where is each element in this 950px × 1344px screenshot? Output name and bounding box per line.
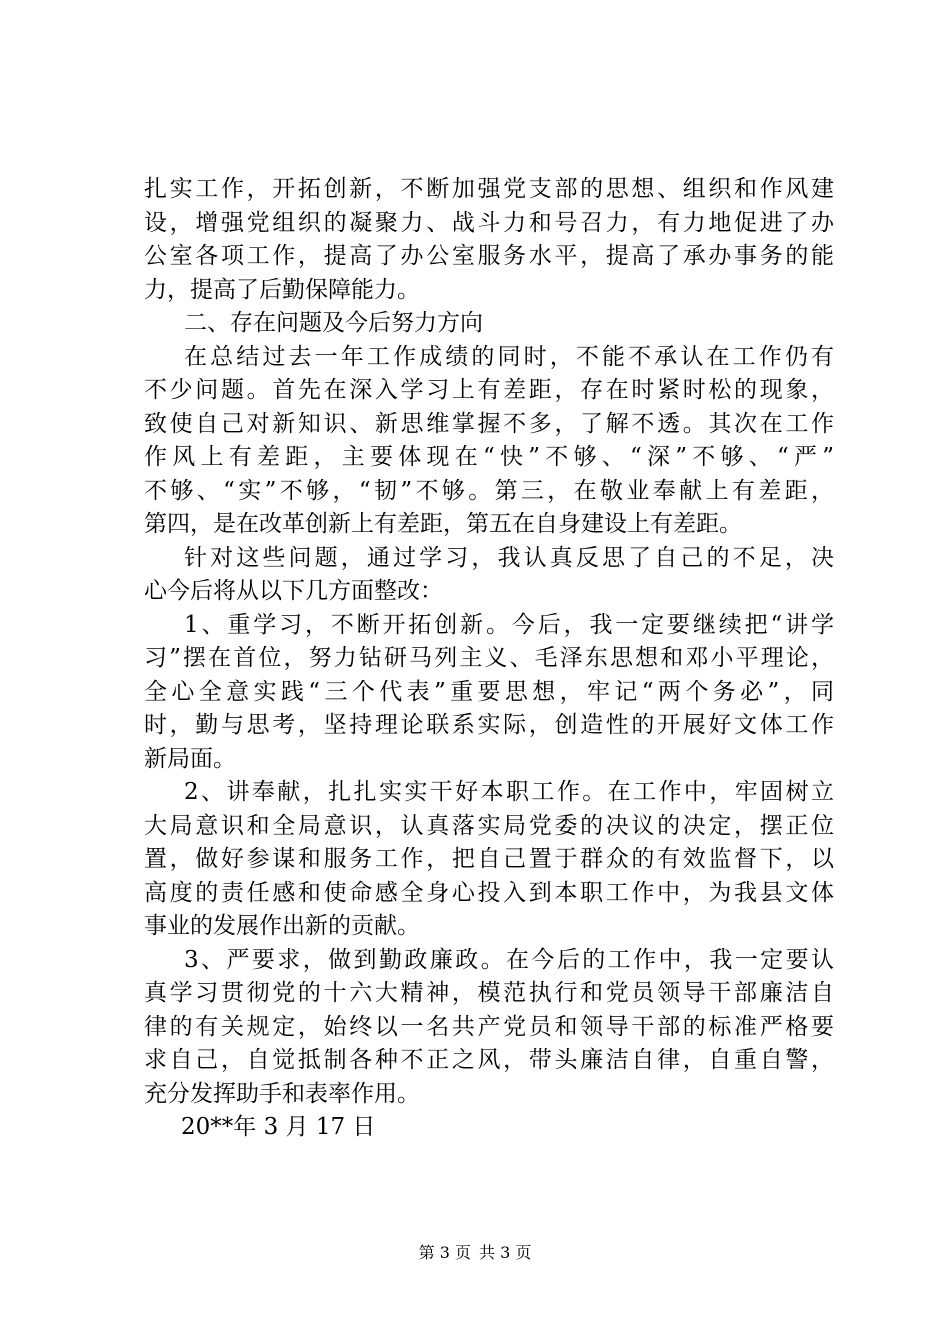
text-line: 求自己，自觉抵制各种不正之风，带头廉洁自律，自重自警，: [144, 1047, 834, 1073]
text-line: 事业的发展作出新的贡献。: [144, 913, 420, 939]
text-line: 时，勤与思考，坚持理论联系实际，创造性的开展好文体工作: [144, 712, 834, 738]
text-line: 不够、“实”不够，“韧”不够。第三，在敬业奉献上有差距，: [144, 477, 834, 504]
text-line: 致使自己对新知识、新思维掌握不多，了解不透。其次在工作: [144, 410, 834, 437]
text-line: 习”摆在首位，努力钻研马列主义、毛泽东思想和邓小平理论，: [144, 645, 834, 671]
text-line: 不少问题。首先在深入学习上有差距，存在时紧时松的现象，: [144, 377, 834, 403]
page-number: 第 3 页: [418, 1243, 471, 1262]
text-line: 律的有关规定，始终以一名共产党员和领导干部的标准严格要: [144, 1013, 834, 1040]
page-total: 共 3 页: [479, 1243, 532, 1262]
text-line: 在总结过去一年工作成绩的同时，不能不承认在工作仍有: [184, 343, 834, 370]
text-line: 公室各项工作，提高了办公室服务水平，提高了承办事务的能: [144, 243, 834, 269]
text-line: 真学习贯彻党的十六大精神，模范执行和党员领导干部廉洁自: [144, 980, 834, 1006]
text-line: 3、严要求，做到勤政廉政。在今后的工作中，我一定要认: [184, 946, 834, 973]
text-line: 力，提高了后勤保障能力。: [144, 276, 420, 303]
text-line: 心今后将从以下几方面整改：: [144, 578, 443, 604]
section-heading: 二、存在问题及今后努力方向: [184, 310, 483, 336]
text-line: 针对这些问题，通过学习，我认真反思了自己的不足，决: [184, 544, 834, 571]
text-line: 大局意识和全局意识，认真落实局党委的决议的决定，摆正位: [144, 812, 834, 839]
text-line: 新局面。: [144, 745, 236, 772]
text-line: 2、讲奉献，扎扎实实干好本职工作。在工作中，牢固树立: [184, 779, 834, 805]
text-line: 全心全意实践“三个代表”重要思想，牢记“两个务必”，同: [144, 678, 834, 705]
text-line: 高度的责任感和使命感全身心投入到本职工作中，为我县文体: [144, 879, 834, 906]
page-footer: [0, 1243, 950, 1263]
text-line: 扎实工作，开拓创新，不断加强党支部的思想、组织和作风建: [144, 176, 834, 202]
text-line: 作风上有差距，主要体现在“快”不够、“深”不够、“严”: [144, 444, 834, 470]
text-line: 1、重学习，不断开拓创新。今后，我一定要继续把“讲学: [184, 611, 834, 638]
text-line: 设，增强党组织的凝聚力、战斗力和号召力，有力地促进了办: [144, 209, 834, 236]
text-line: 充分发挥助手和表率作用。: [144, 1080, 420, 1107]
text-line: 第四，是在改革创新上有差距，第五在自身建设上有差距。: [144, 511, 742, 537]
document-date: 20**年 3 月 17 日: [181, 1114, 376, 1140]
text-line: 置，做好参谋和服务工作，把自己置于群众的有效监督下，以: [144, 846, 834, 872]
document-body: [144, 173, 834, 1145]
